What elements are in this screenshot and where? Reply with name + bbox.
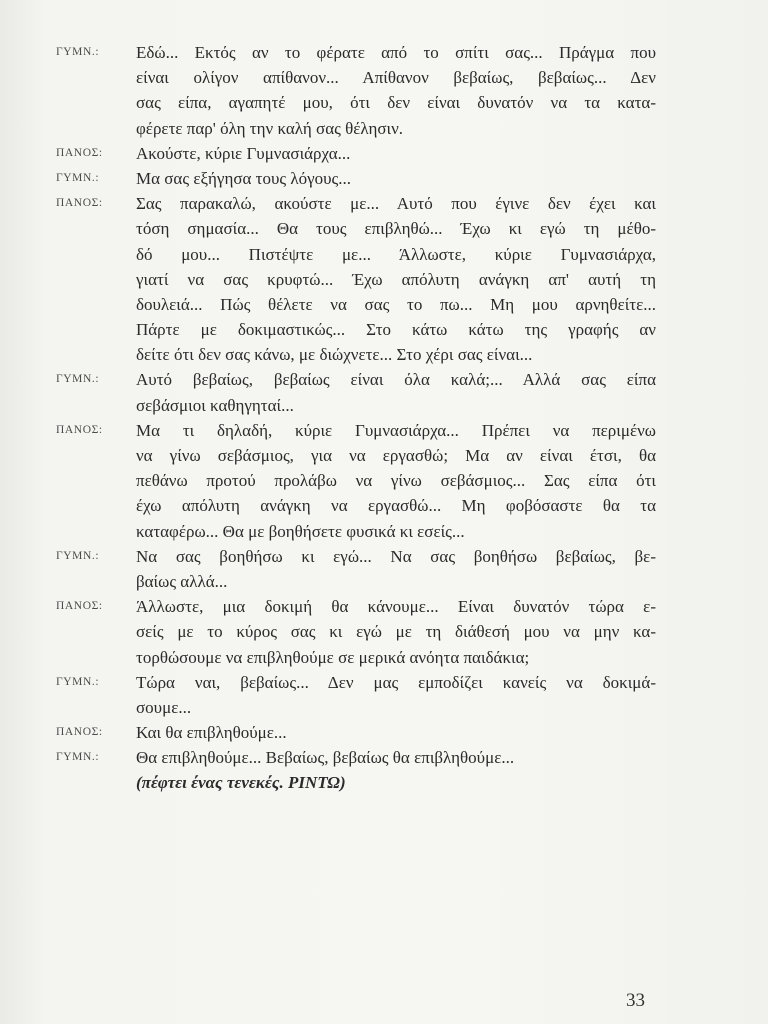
page-number: 33	[626, 990, 645, 1011]
speech-line: σουμε...	[136, 697, 192, 717]
speech-text	[136, 40, 656, 141]
dialogue-turn	[56, 418, 656, 544]
stage-direction: (πέφτει ένας τενεκές. ΡΙΝΤΩ)	[136, 773, 346, 793]
speaker-name: ΓΥΜΝ.:	[56, 373, 100, 386]
speaker-name: ΠΑΝΟΣ:	[56, 600, 103, 613]
dialogue-turn	[56, 720, 656, 745]
speech-line: Και θα επιβληθούμε...	[136, 723, 287, 743]
speech-line: Τώρα ναι, βεβαίως... Δεν μας εμποδίζει κανείς να δοκιμά-	[136, 672, 656, 692]
speech-line: να γίνω σεβάσμιος, για να εργασθώ; Μα αν είναι έτσι, θα	[136, 446, 656, 465]
speaker-name: ΠΑΝΟΣ:	[56, 726, 103, 739]
speech-line: δουλειά... Πώς θέλετε να σας το πω... Μη μου αρνηθείτε...	[136, 294, 656, 314]
speech-line: Εδώ... Εκτός αν το φέρατε από το σπίτι σας... Πράγμα που	[136, 43, 656, 62]
dialogue-turn	[56, 141, 656, 166]
dialogue-turn	[56, 40, 656, 141]
speech-line: γιατί να σας κρυφτώ... Έχω απόλυτη ανάγκη απ' αυτή τη	[136, 269, 656, 289]
dialogue-turn	[56, 191, 656, 367]
speech-text	[136, 191, 656, 367]
speech-text	[136, 670, 656, 720]
speech-text	[136, 141, 656, 166]
dialogue-turn	[56, 594, 656, 670]
speaker-name: ΓΥΜΝ.:	[56, 549, 100, 562]
speech-line: δό μου... Πιστέψτε με... Άλλωστε, κύριε Γυμνασιάρχα,	[136, 244, 656, 264]
speech-line: Μα τι δηλαδή, κύριε Γυμνασιάρχα... Πρέπει να περιμένω	[136, 420, 656, 440]
speech-line: βαίως αλλά...	[136, 571, 228, 591]
speech-line: σας είπα, αγαπητέ μου, ότι δεν είναι δυνατόν να τα κατα-	[136, 93, 656, 113]
dialogue-turn	[56, 544, 656, 594]
speech-text	[136, 166, 656, 191]
speech-line: Άλλωστε, μια δοκιμή θα κάνουμε... Είναι δυνατόν τώρα ε-	[136, 597, 656, 617]
speech-text	[136, 720, 656, 745]
speech-line: τόση σημασία... Θα τους επιβληθώ... Έχω κι εγώ τη μέθο-	[136, 219, 656, 239]
speech-line: σεβάσμιοι καθηγηταί...	[136, 395, 294, 415]
dialogue-turn	[56, 166, 656, 191]
speaker-name: ΓΥΜΝ.:	[56, 46, 100, 58]
speech-line: τορθώσουμε να επιβληθούμε σε μερικά ανόητα παιδάκια;	[136, 647, 530, 667]
speaker-name: ΠΑΝΟΣ:	[56, 146, 103, 159]
speech-text	[136, 745, 656, 795]
speech-line: σείς με το κύρος σας κι εγώ με τη διάθεσή μου να μην κα-	[136, 622, 656, 642]
speech-line: Θα επιβληθούμε... Βεβαίως, βεβαίως θα επιβληθούμε...	[136, 748, 515, 768]
speaker-name: ΓΥΜΝ.:	[56, 751, 100, 764]
speech-line: καταφέρω... Θα με βοηθήσετε φυσικά κι εσείς...	[136, 521, 465, 541]
speech-line: Αυτό βεβαίως, βεβαίως είναι όλα καλά;... Αλλά σας είπα	[136, 370, 656, 390]
speaker-name: ΓΥΜΝ.:	[56, 675, 100, 688]
speech-line: φέρετε παρ' όλη την καλή σας θέλησιν.	[136, 118, 404, 138]
speech-line: πεθάνω προτού προλάβω να γίνω σεβάσμιος... Σας είπα ότι	[136, 471, 656, 491]
speech-line: είναι ολίγον απίθανον... Απίθανον βεβαίως, βεβαίως... Δεν	[136, 68, 656, 88]
speech-text	[136, 418, 656, 544]
speech-line: Να σας βοηθήσω κι εγώ... Να σας βοηθήσω βεβαίως, βε-	[136, 546, 656, 566]
speech-line: Σας παρακαλώ, ακούστε με... Αυτό που έγινε δεν έχει και	[136, 194, 656, 214]
speaker-name: ΠΑΝΟΣ:	[56, 423, 103, 436]
speech-line: Πάρτε με δοκιμαστικώς... Στο κάτω κάτω της γραφής αν	[136, 320, 656, 340]
speaker-name: ΓΥΜΝ.:	[56, 171, 100, 184]
dialogue-turn	[56, 745, 656, 795]
speech-line: Μα σας εξήγησα τους λόγους...	[136, 168, 352, 188]
speaker-name: ΠΑΝΟΣ:	[56, 197, 103, 210]
dialogue-turn	[56, 670, 656, 720]
speech-line: έχω απόλυτη ανάγκη να εργασθώ... Μη φοβόσαστε θα τα	[136, 496, 656, 516]
play-dialogue	[56, 40, 656, 796]
dialogue-turn	[56, 367, 656, 417]
speech-text	[136, 594, 656, 670]
speech-line: δείτε ότι δεν σας κάνω, με διώχνετε... Στο χέρι σας είναι...	[136, 345, 533, 365]
speech-text	[136, 544, 656, 594]
speech-line: Ακούστε, κύριε Γυμνασιάρχα...	[136, 143, 351, 163]
speech-text	[136, 367, 656, 417]
